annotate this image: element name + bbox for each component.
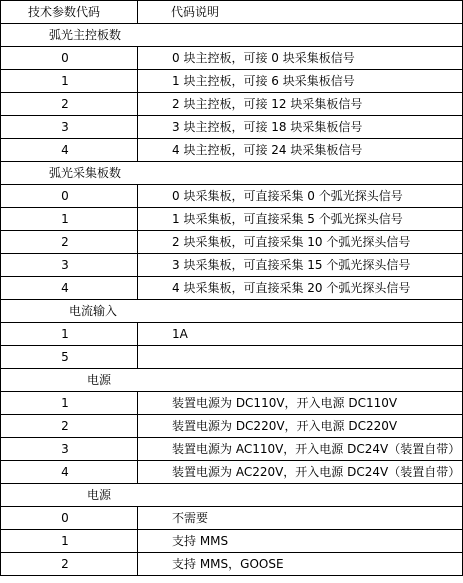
table-row <box>1 392 463 415</box>
description-cell: 0 块主控板，可接 0 块采集板信号 <box>138 47 463 70</box>
code-cell: 5 <box>1 346 138 369</box>
table-row <box>1 346 463 369</box>
description-cell: 1A <box>138 323 463 346</box>
description-cell: 4 块主控板，可接 24 块采集板信号 <box>138 139 463 162</box>
description-cell: 3 块采集板，可直接采集 15 个弧光探头信号 <box>138 254 463 277</box>
table-header-row <box>1 1 463 24</box>
table-row <box>1 231 463 254</box>
section-header-row <box>1 300 463 323</box>
code-cell: 2 <box>1 553 138 576</box>
section-header-row <box>1 24 463 47</box>
description-cell: 2 块采集板，可直接采集 10 个弧光探头信号 <box>138 231 463 254</box>
table-row <box>1 530 463 553</box>
table-row <box>1 507 463 530</box>
table-row <box>1 47 463 70</box>
code-cell: 2 <box>1 231 138 254</box>
section-title: 弧光主控板数 <box>1 24 463 47</box>
description-cell: 不需要 <box>138 507 463 530</box>
description-cell: 0 块采集板，可直接采集 0 个弧光探头信号 <box>138 185 463 208</box>
table-row <box>1 185 463 208</box>
code-cell: 0 <box>1 507 138 530</box>
code-cell: 3 <box>1 438 138 461</box>
code-cell: 2 <box>1 415 138 438</box>
section-header-row <box>1 369 463 392</box>
table-row <box>1 70 463 93</box>
code-cell: 4 <box>1 461 138 484</box>
table-row <box>1 553 463 576</box>
table-row <box>1 116 463 139</box>
description-cell: 装置电源为 AC110V，开入电源 DC24V（装置自带） <box>138 438 463 461</box>
section-title: 电流输入 <box>1 300 463 323</box>
description-cell: 装置电源为 AC220V，开入电源 DC24V（装置自带） <box>138 461 463 484</box>
description-cell: 1 块采集板，可直接采集 5 个弧光探头信号 <box>138 208 463 231</box>
description-cell: 装置电源为 DC220V，开入电源 DC220V <box>138 415 463 438</box>
table-row <box>1 139 463 162</box>
table-row <box>1 438 463 461</box>
code-cell: 3 <box>1 254 138 277</box>
table-row <box>1 323 463 346</box>
section-title: 电源 <box>1 369 463 392</box>
code-cell: 0 <box>1 185 138 208</box>
description-cell: 支持 MMS <box>138 530 463 553</box>
description-cell: 装置电源为 DC110V，开入电源 DC110V <box>138 392 463 415</box>
code-cell: 1 <box>1 208 138 231</box>
description-cell: 支持 MMS，GOOSE <box>138 553 463 576</box>
table-row <box>1 415 463 438</box>
section-title: 电源 <box>1 484 463 507</box>
description-cell: 3 块主控板，可接 18 块采集板信号 <box>138 116 463 139</box>
code-cell: 0 <box>1 47 138 70</box>
section-header-row <box>1 162 463 185</box>
header-code-cell: 技术参数代码 <box>1 1 138 24</box>
section-header-row <box>1 484 463 507</box>
code-cell: 1 <box>1 70 138 93</box>
table-row <box>1 254 463 277</box>
code-cell: 4 <box>1 277 138 300</box>
code-cell: 4 <box>1 139 138 162</box>
section-title: 弧光采集板数 <box>1 162 463 185</box>
description-cell: 4 块采集板，可直接采集 20 个弧光探头信号 <box>138 277 463 300</box>
spec-table-body <box>1 1 463 576</box>
header-description-cell: 代码说明 <box>138 1 463 24</box>
code-cell: 3 <box>1 116 138 139</box>
code-cell: 1 <box>1 530 138 553</box>
code-cell: 1 <box>1 323 138 346</box>
description-cell: 2 块主控板，可接 12 块采集板信号 <box>138 93 463 116</box>
description-cell: 1 块主控板，可接 6 块采集板信号 <box>138 70 463 93</box>
table-row <box>1 208 463 231</box>
table-row <box>1 277 463 300</box>
code-cell: 1 <box>1 392 138 415</box>
description-cell <box>138 346 463 369</box>
table-row <box>1 93 463 116</box>
code-cell: 2 <box>1 93 138 116</box>
table-row <box>1 461 463 484</box>
